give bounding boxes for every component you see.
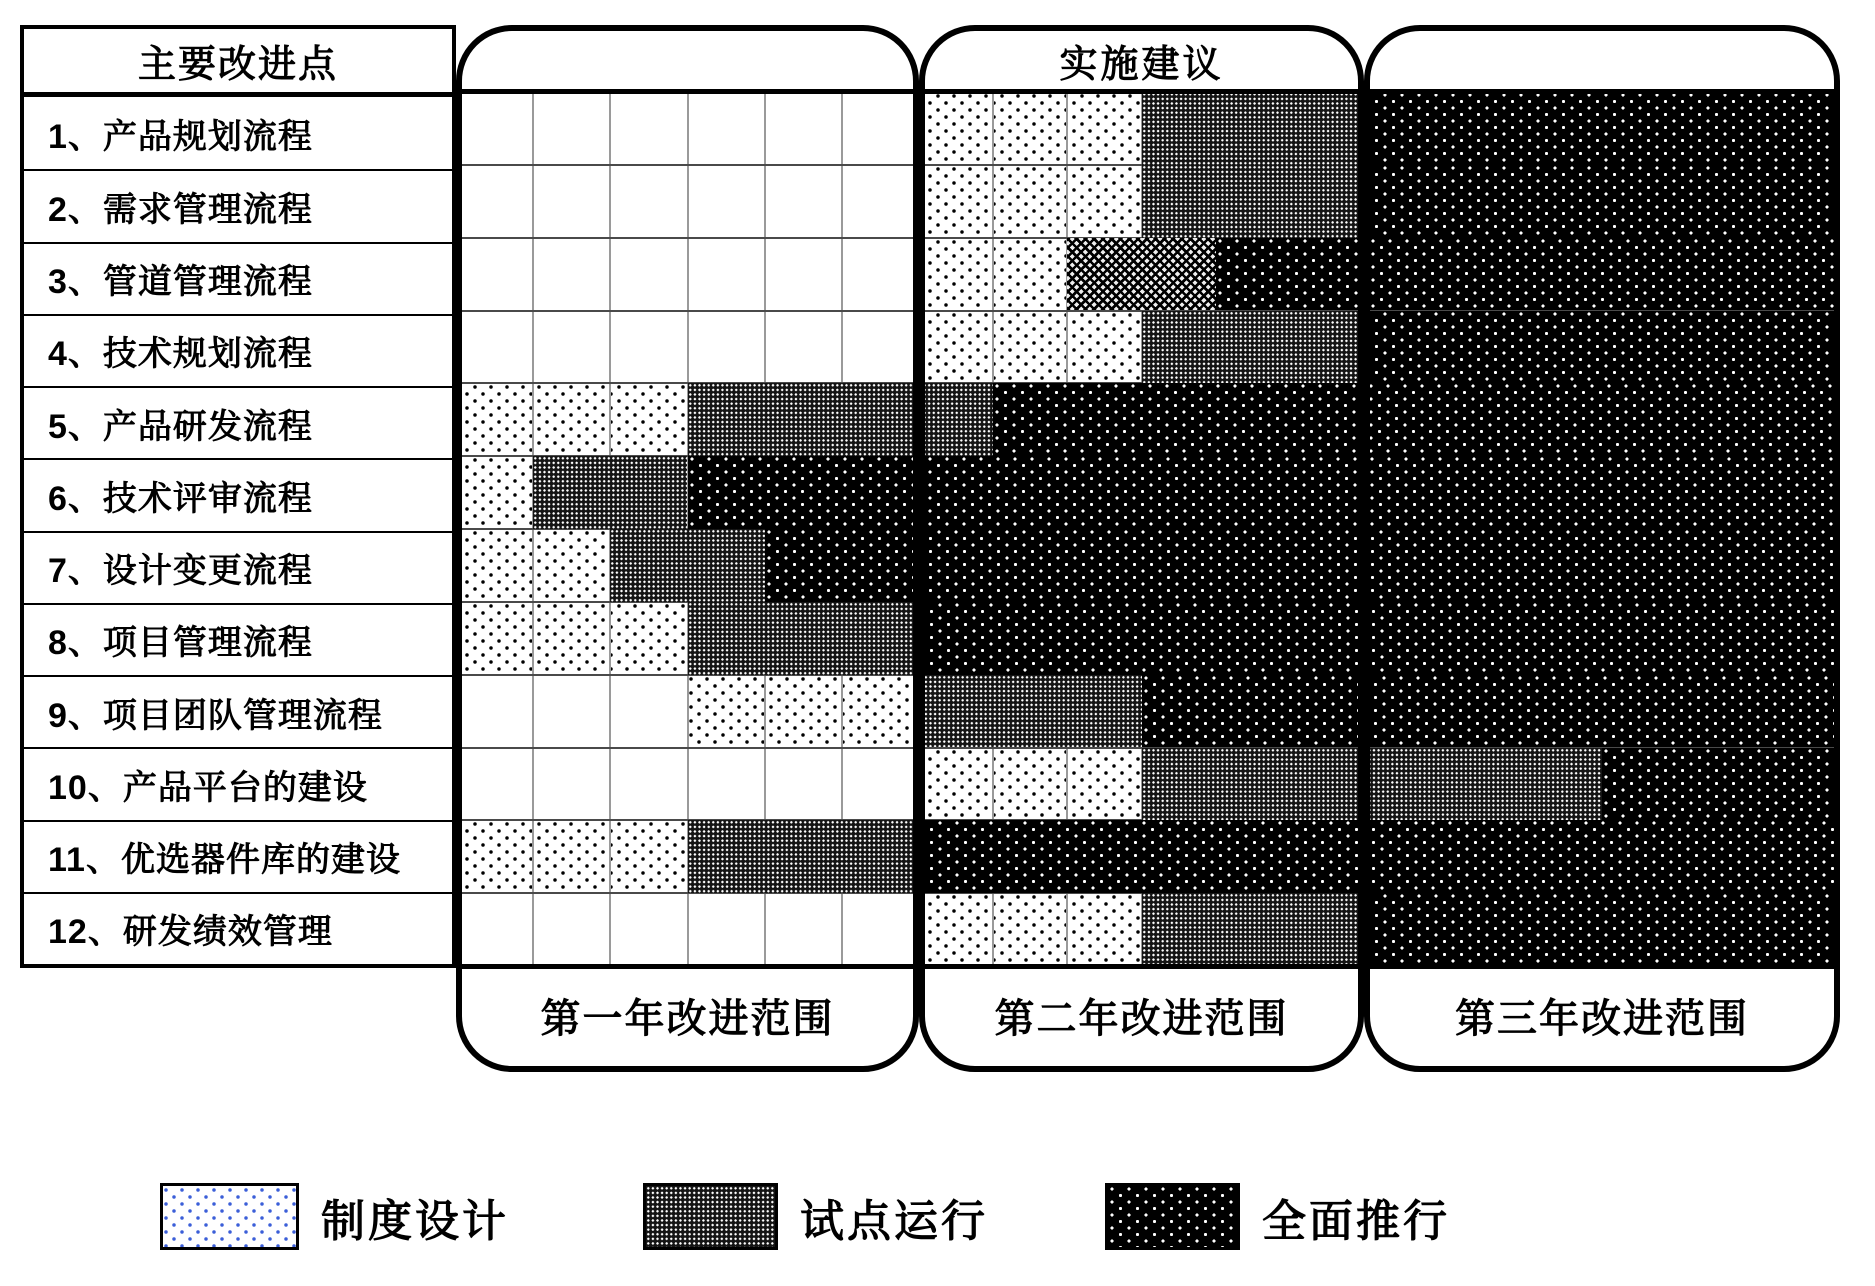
bar-试点运行-row-4 — [1142, 311, 1365, 384]
bar-全面推行-row-8 — [919, 602, 1840, 675]
bar-制度设计-row-4 — [919, 311, 1142, 384]
row-label-7: 7、设计变更流程 — [24, 531, 452, 603]
bar-全面推行-row-10 — [1602, 748, 1840, 821]
bar-试点运行-row-12 — [1142, 893, 1365, 966]
bar-全面推行-row-7 — [765, 529, 1840, 602]
bar-全面推行-row-11 — [919, 820, 1840, 893]
bar-试点运行-row-1 — [1142, 92, 1365, 165]
row-label-9: 9、项目团队管理流程 — [24, 675, 452, 747]
implementation-title: 实施建议 — [1059, 43, 1224, 86]
bar-制度设计-row-1 — [919, 92, 1142, 165]
bar-制度设计-row-8 — [456, 602, 688, 675]
bar-试点运行-row-9 — [919, 675, 1142, 748]
bar-试点运行-row-2 — [1142, 165, 1365, 238]
bar-试点运行-row-10 — [1142, 748, 1603, 821]
row-label-1: 1、产品规划流程 — [48, 117, 313, 156]
row-label-5: 5、产品研发流程 — [24, 386, 452, 458]
table-header-title: 主要改进点 — [24, 29, 452, 97]
grid-bottom-rule — [456, 964, 1840, 969]
bar-试点运行-row-5 — [688, 383, 994, 456]
bar-全面推行-row-12 — [1364, 893, 1840, 966]
row-label-list — [24, 97, 452, 964]
bar-全面推行-row-2 — [1364, 165, 1840, 238]
legend-label-2: 试点运行 — [800, 1196, 988, 1246]
bar-试点运行-row-3 — [1067, 238, 1215, 311]
bar-试点运行-row-11 — [688, 820, 920, 893]
legend-swatch-2 — [643, 1183, 778, 1250]
improvement-points-table — [20, 25, 456, 968]
bar-全面推行-row-3 — [1216, 238, 1840, 311]
bar-试点运行-row-6 — [533, 456, 687, 529]
row-label-2: 2、需求管理流程 — [24, 169, 452, 241]
row-label-6: 6、技术评审流程 — [24, 458, 452, 530]
bar-试点运行-row-7 — [610, 529, 764, 602]
grid-top-rule — [456, 89, 1840, 94]
legend-label-1: 制度设计 — [321, 1196, 509, 1246]
bar-全面推行-row-1 — [1364, 92, 1840, 165]
bar-制度设计-row-10 — [919, 748, 1142, 821]
bar-试点运行-row-8 — [688, 602, 920, 675]
bar-制度设计-row-11 — [456, 820, 688, 893]
bar-制度设计-row-12 — [919, 893, 1142, 966]
legend-label-3: 全面推行 — [1262, 1196, 1450, 1246]
bar-全面推行-row-6 — [688, 456, 1841, 529]
bar-制度设计-row-5 — [456, 383, 688, 456]
row-label-8: 8、项目管理流程 — [24, 603, 452, 675]
row-label-10: 10、产品平台的建设 — [24, 747, 452, 819]
year-panel-caption-2: 第二年改进范围 — [994, 996, 1289, 1041]
year-panel-caption-1: 第一年改进范围 — [540, 996, 835, 1041]
bar-制度设计-row-6 — [456, 456, 533, 529]
legend-swatch-1 — [160, 1183, 299, 1250]
bar-制度设计-row-9 — [688, 675, 920, 748]
bar-全面推行-row-5 — [993, 383, 1840, 456]
row-label-3: 3、管道管理流程 — [24, 242, 452, 314]
year-panel-caption-3: 第三年改进范围 — [1455, 996, 1749, 1041]
row-label-4: 4、技术规划流程 — [24, 314, 452, 386]
row-label-12: 12、研发绩效管理 — [24, 892, 452, 964]
bar-全面推行-row-9 — [1142, 675, 1841, 748]
bar-制度设计-row-2 — [919, 165, 1142, 238]
legend-swatch-3 — [1105, 1183, 1240, 1250]
bar-全面推行-row-4 — [1364, 311, 1840, 384]
row-label-11: 11、优选器件库的建设 — [24, 820, 452, 892]
